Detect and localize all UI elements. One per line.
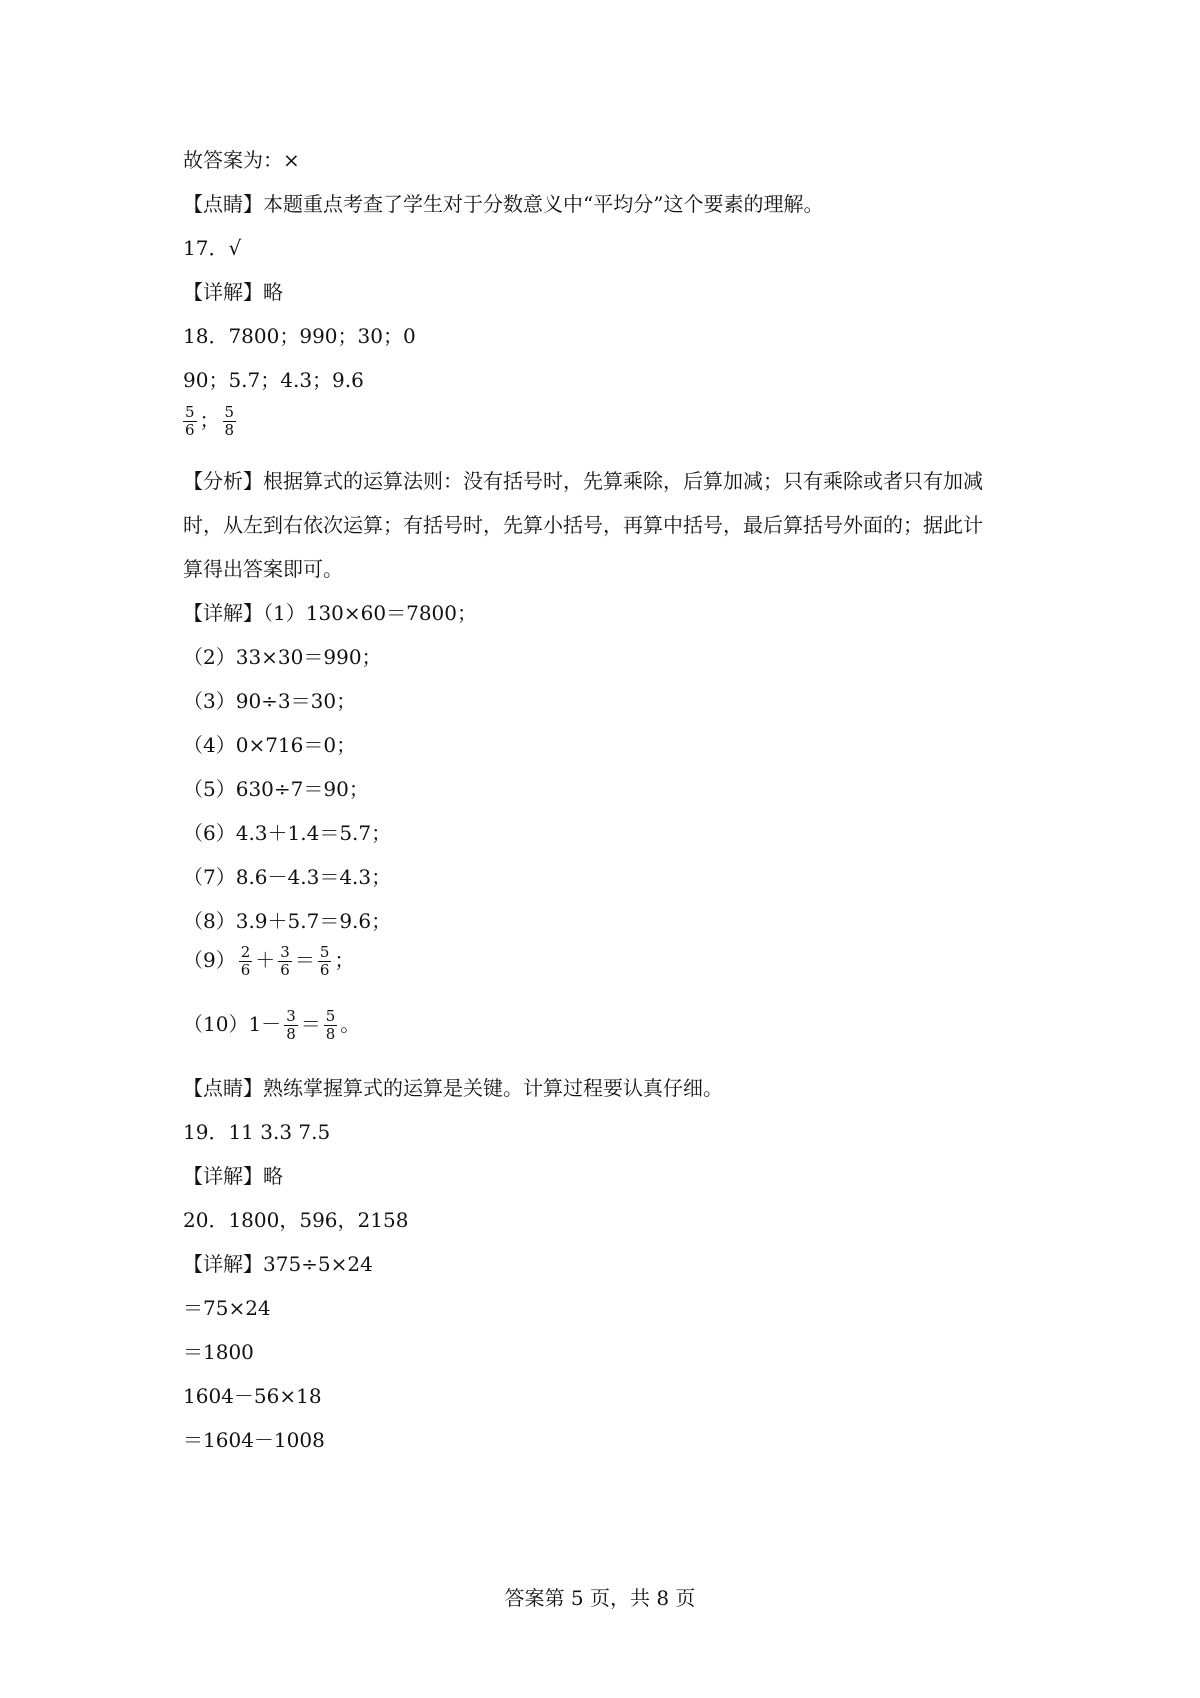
calc-line-item-10 xyxy=(183,1008,360,1043)
calc-line: （6）4.3＋1.4＝5.7； xyxy=(183,821,392,845)
denominator: 6 xyxy=(319,961,330,979)
calc-line: ＝1800 xyxy=(183,1340,254,1364)
analysis-line: 【分析】根据算式的运算法则：没有括号时，先算乘除，后算加减；只有乘除或者只有加减 xyxy=(183,469,983,493)
separator: ； xyxy=(199,408,220,432)
calc-line: （7）8.6－4.3＝4.3； xyxy=(183,865,392,889)
detail-line: 【详解】375÷5×24 xyxy=(183,1252,373,1276)
calc-line-item-9 xyxy=(183,944,354,979)
detail-line: 【详解】略 xyxy=(183,1164,283,1188)
equals-sign: ＝ xyxy=(300,1012,321,1036)
fraction xyxy=(223,404,237,439)
numerator: 5 xyxy=(185,403,195,421)
operator: ＋ xyxy=(255,948,276,972)
fraction xyxy=(239,944,253,979)
fraction-answer-line xyxy=(183,404,239,439)
denominator: 8 xyxy=(286,1025,296,1043)
calc-line: （3）90÷3＝30； xyxy=(183,689,357,713)
answer-line: 90；5.7；4.3；9.6 xyxy=(183,368,364,392)
fraction xyxy=(278,944,292,979)
line-end: ； xyxy=(334,948,355,972)
tip-line: 【点睛】熟练掌握算式的运算是关键。计算过程要认真仔细。 xyxy=(183,1076,723,1100)
equals-sign: ＝ xyxy=(294,948,315,972)
denominator: 6 xyxy=(240,961,251,979)
fraction xyxy=(183,404,197,439)
denominator: 6 xyxy=(280,961,290,979)
calc-line: （2）33×30＝990； xyxy=(183,645,382,669)
question-answer-18: 18．7800；990；30；0 xyxy=(183,324,416,348)
numerator: 5 xyxy=(319,943,330,961)
numerator: 3 xyxy=(286,1007,296,1025)
question-answer-19: 19．11 3.3 7.5 xyxy=(183,1120,331,1144)
calc-line: ＝1604－1008 xyxy=(183,1428,325,1452)
numerator: 5 xyxy=(224,403,235,421)
calc-line: （4）0×716＝0； xyxy=(183,733,357,757)
calc-line: ＝75×24 xyxy=(183,1296,271,1320)
numerator: 3 xyxy=(280,943,290,961)
calc-line: （8）3.9＋5.7＝9.6； xyxy=(183,909,392,933)
item-prefix: （10）1－ xyxy=(183,1012,282,1036)
question-answer-17: 17．√ xyxy=(183,236,242,260)
detail-line: 【详解】略 xyxy=(183,280,283,304)
denominator: 8 xyxy=(325,1025,336,1043)
fraction xyxy=(284,1008,298,1043)
analysis-line: 时，从左到右依次运算；有括号时，先算小括号，再算中括号，最后算括号外面的；据此计 xyxy=(183,513,983,537)
detail-line: 【详解】（1）130×60＝7800； xyxy=(183,601,478,625)
numerator: 2 xyxy=(240,943,251,961)
calc-line: （5）630÷7＝90； xyxy=(183,777,369,801)
fraction xyxy=(318,944,332,979)
question-answer-20: 20．1800，596，2158 xyxy=(183,1208,409,1232)
line-end: 。 xyxy=(340,1012,361,1036)
denominator: 8 xyxy=(224,421,235,439)
tip-line: 【点睛】本题重点考查了学生对于分数意义中“平均分”这个要素的理解。 xyxy=(183,192,824,216)
analysis-line: 算得出答案即可。 xyxy=(183,557,343,581)
denominator: 6 xyxy=(185,421,195,439)
fraction xyxy=(324,1008,338,1043)
item-prefix: （9） xyxy=(183,948,236,972)
numerator: 5 xyxy=(325,1007,336,1025)
calc-line: 1604－56×18 xyxy=(183,1384,322,1408)
page-footer: 答案第 5 页，共 8 页 xyxy=(504,1586,696,1610)
answer-line: 故答案为：× xyxy=(183,148,300,172)
